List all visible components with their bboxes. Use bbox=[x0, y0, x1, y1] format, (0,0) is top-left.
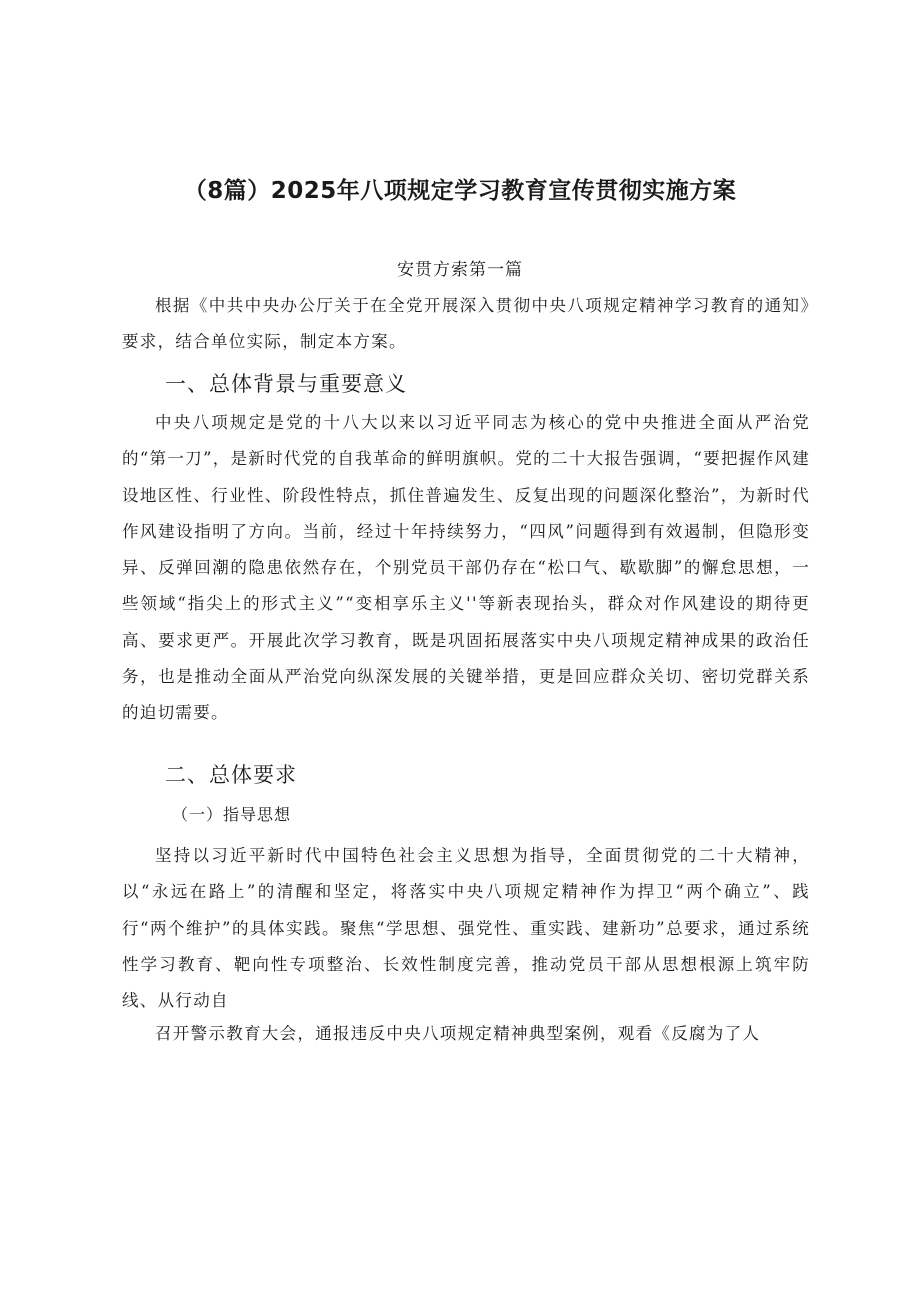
section-2-paragraph: 坚持以习近平新时代中国特色社会主义思想为指导，全面贯彻党的二十大精神，以“永远在路上”的清醒和坚定，将落实中央八项规定精神作为捍卫“两个确立”、践行“两个维护”的具体实践。聚焦“学思想、强党性、重实践、建新功”总要求，通过系统性学习教育、靶向性专项整治、长效性制度完善，推动党员干部从思想根源上筑牢防线、从行动自 bbox=[122, 846, 810, 1011]
intro-paragraph: 根据《中共中央办公厅关于在全党开展深入贯彻中央八项规定精神学习教育的通知》要求，结合单位实际，制定本方案。 bbox=[122, 296, 810, 352]
section-2-continuation: 召开警示教育大会，通报违反中央八项规定精神典型案例，观看《反腐为了人 bbox=[155, 1024, 761, 1043]
document-subtitle: 安贯方索第一篇 bbox=[397, 260, 523, 280]
section-2-heading: 二、总体要求 bbox=[165, 763, 297, 787]
section-1-paragraph: 中央八项规定是党的十八大以来以习近平同志为核心的党中央推进全面从严治党的“第一刀”，是新时代党的自我革命的鲜明旗帜。党的二十大报告强调，“要把握作风建设地区性、行业性、阶段性特点，抓住普遍发生、反复出现的问题深化整治”，为新时代作风建设指明了方向。当前，经过十年持续努力，“四风”问题得到有效遏制，但隐形变异、反弹回潮的隐患依然存在，个别党员干部仍存在“松口气、歇歇脚”的懈怠思想，一些领域“指尖上的形式主义”“变相享乐主义''等新表现抬头，群众对作风建设的期待更高、要求更严。开展此次学习教育，既是巩固拓展落实中央八项规定精神成果的政治任务，也是推动全面从严治党向纵深发展的关键举措，更是回应群众关切、密切党群关系的迫切需要。 bbox=[122, 413, 810, 723]
section-2-subheading: （一）指导思想 bbox=[172, 805, 292, 824]
section-1-heading: 一、总体背景与重要意义 bbox=[165, 372, 407, 396]
document-title: （8篇）2025年八项规定学习教育宣传贯彻实施方案 bbox=[183, 178, 737, 204]
